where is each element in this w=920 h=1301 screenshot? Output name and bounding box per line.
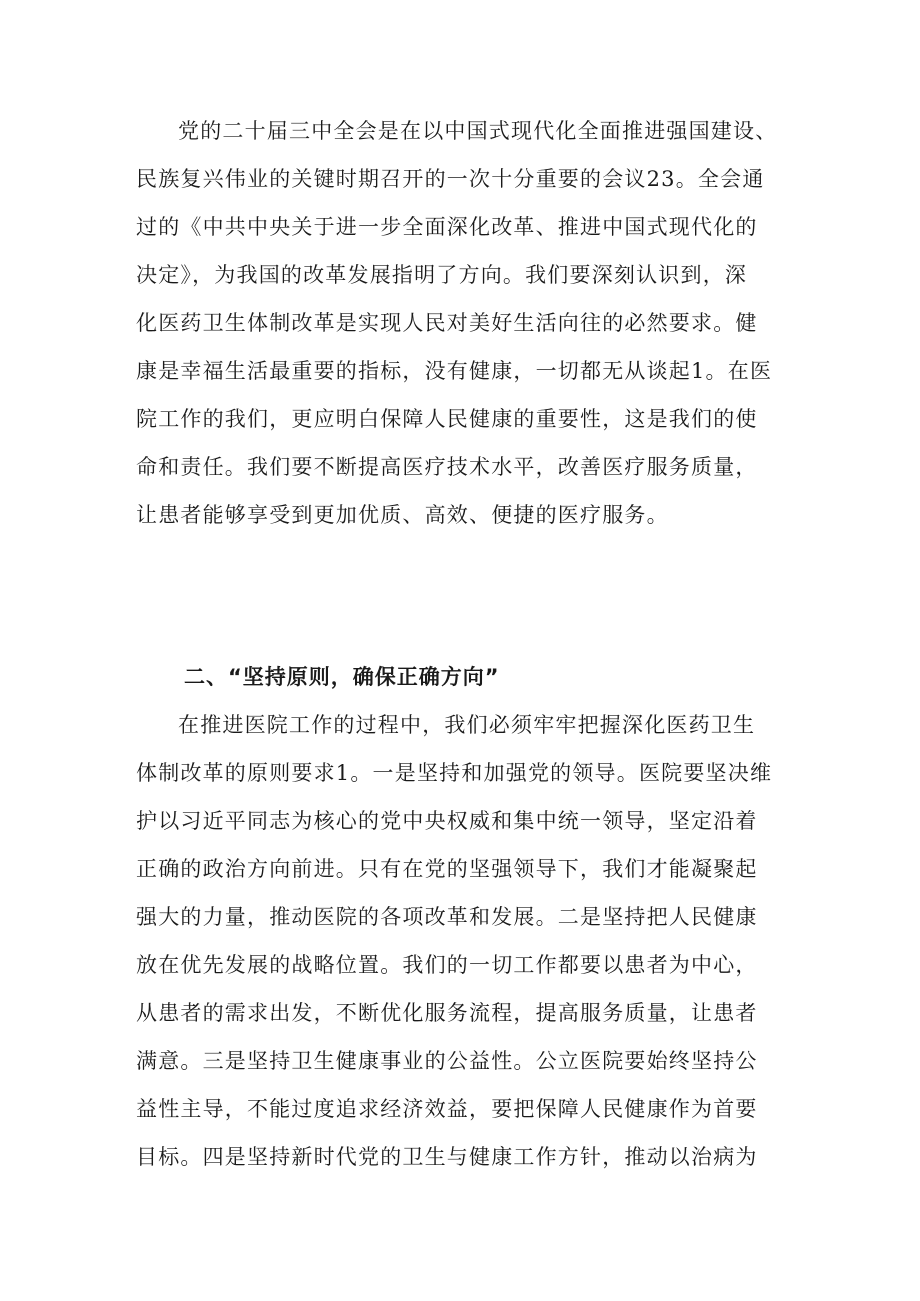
text-line: 康是幸福生活最重要的指标，没有健康，一切都无从谈起1。在医 bbox=[136, 359, 773, 383]
text-line: 正确的政治方向前进。只有在党的坚强领导下，我们才能凝聚起 bbox=[136, 857, 758, 881]
text-line: 护以习近平同志为核心的党中央权威和集中统一领导，坚定沿着 bbox=[136, 809, 758, 833]
text-line: 党的二十届三中全会是在以中国式现代化全面推进强国建设、 bbox=[178, 119, 778, 143]
text-line: 体制改革的原则要求1。一是坚持和加强党的领导。医院要坚决维 bbox=[136, 761, 773, 785]
section-heading: 二、“坚持原则，确保正确方向” bbox=[184, 665, 500, 689]
text-line: 益性主导，不能过度追求经济效益，要把保障人民健康作为首要 bbox=[136, 1097, 758, 1121]
text-line: 满意。三是坚持卫生健康事业的公益性。公立医院要始终坚持公 bbox=[136, 1049, 758, 1073]
text-line: 化医药卫生体制改革是实现人民对美好生活向往的必然要求。健 bbox=[136, 311, 758, 335]
text-line: 强大的力量，推动医院的各项改革和发展。二是坚持把人民健康 bbox=[136, 905, 758, 929]
text-line: 从患者的需求出发，不断优化服务流程，提高服务质量，让患者 bbox=[136, 1001, 758, 1025]
text-line: 命和责任。我们要不断提高医疗技术水平，改善医疗服务质量， bbox=[136, 455, 758, 479]
text-line: 民族复兴伟业的关键时期召开的一次十分重要的会议23。全会通 bbox=[136, 167, 765, 191]
text-line: 院工作的我们，更应明白保障人民健康的重要性，这是我们的使 bbox=[136, 407, 758, 431]
text-line: 让患者能够享受到更加优质、高效、便捷的医疗服务。 bbox=[136, 503, 669, 527]
text-line: 过的《中共中央关于进一步全面深化改革、推进中国式现代化的 bbox=[136, 215, 758, 239]
text-line: 目标。四是坚持新时代党的卫生与健康工作方针，推动以治病为 bbox=[136, 1145, 758, 1169]
text-line: 放在优先发展的战略位置。我们的一切工作都要以患者为中心， bbox=[136, 953, 758, 977]
text-line: 在推进医院工作的过程中，我们必须牢牢把握深化医药卫生 bbox=[178, 713, 756, 737]
text-line: 决定》，为我国的改革发展指明了方向。我们要深刻认识到，深 bbox=[136, 263, 748, 287]
